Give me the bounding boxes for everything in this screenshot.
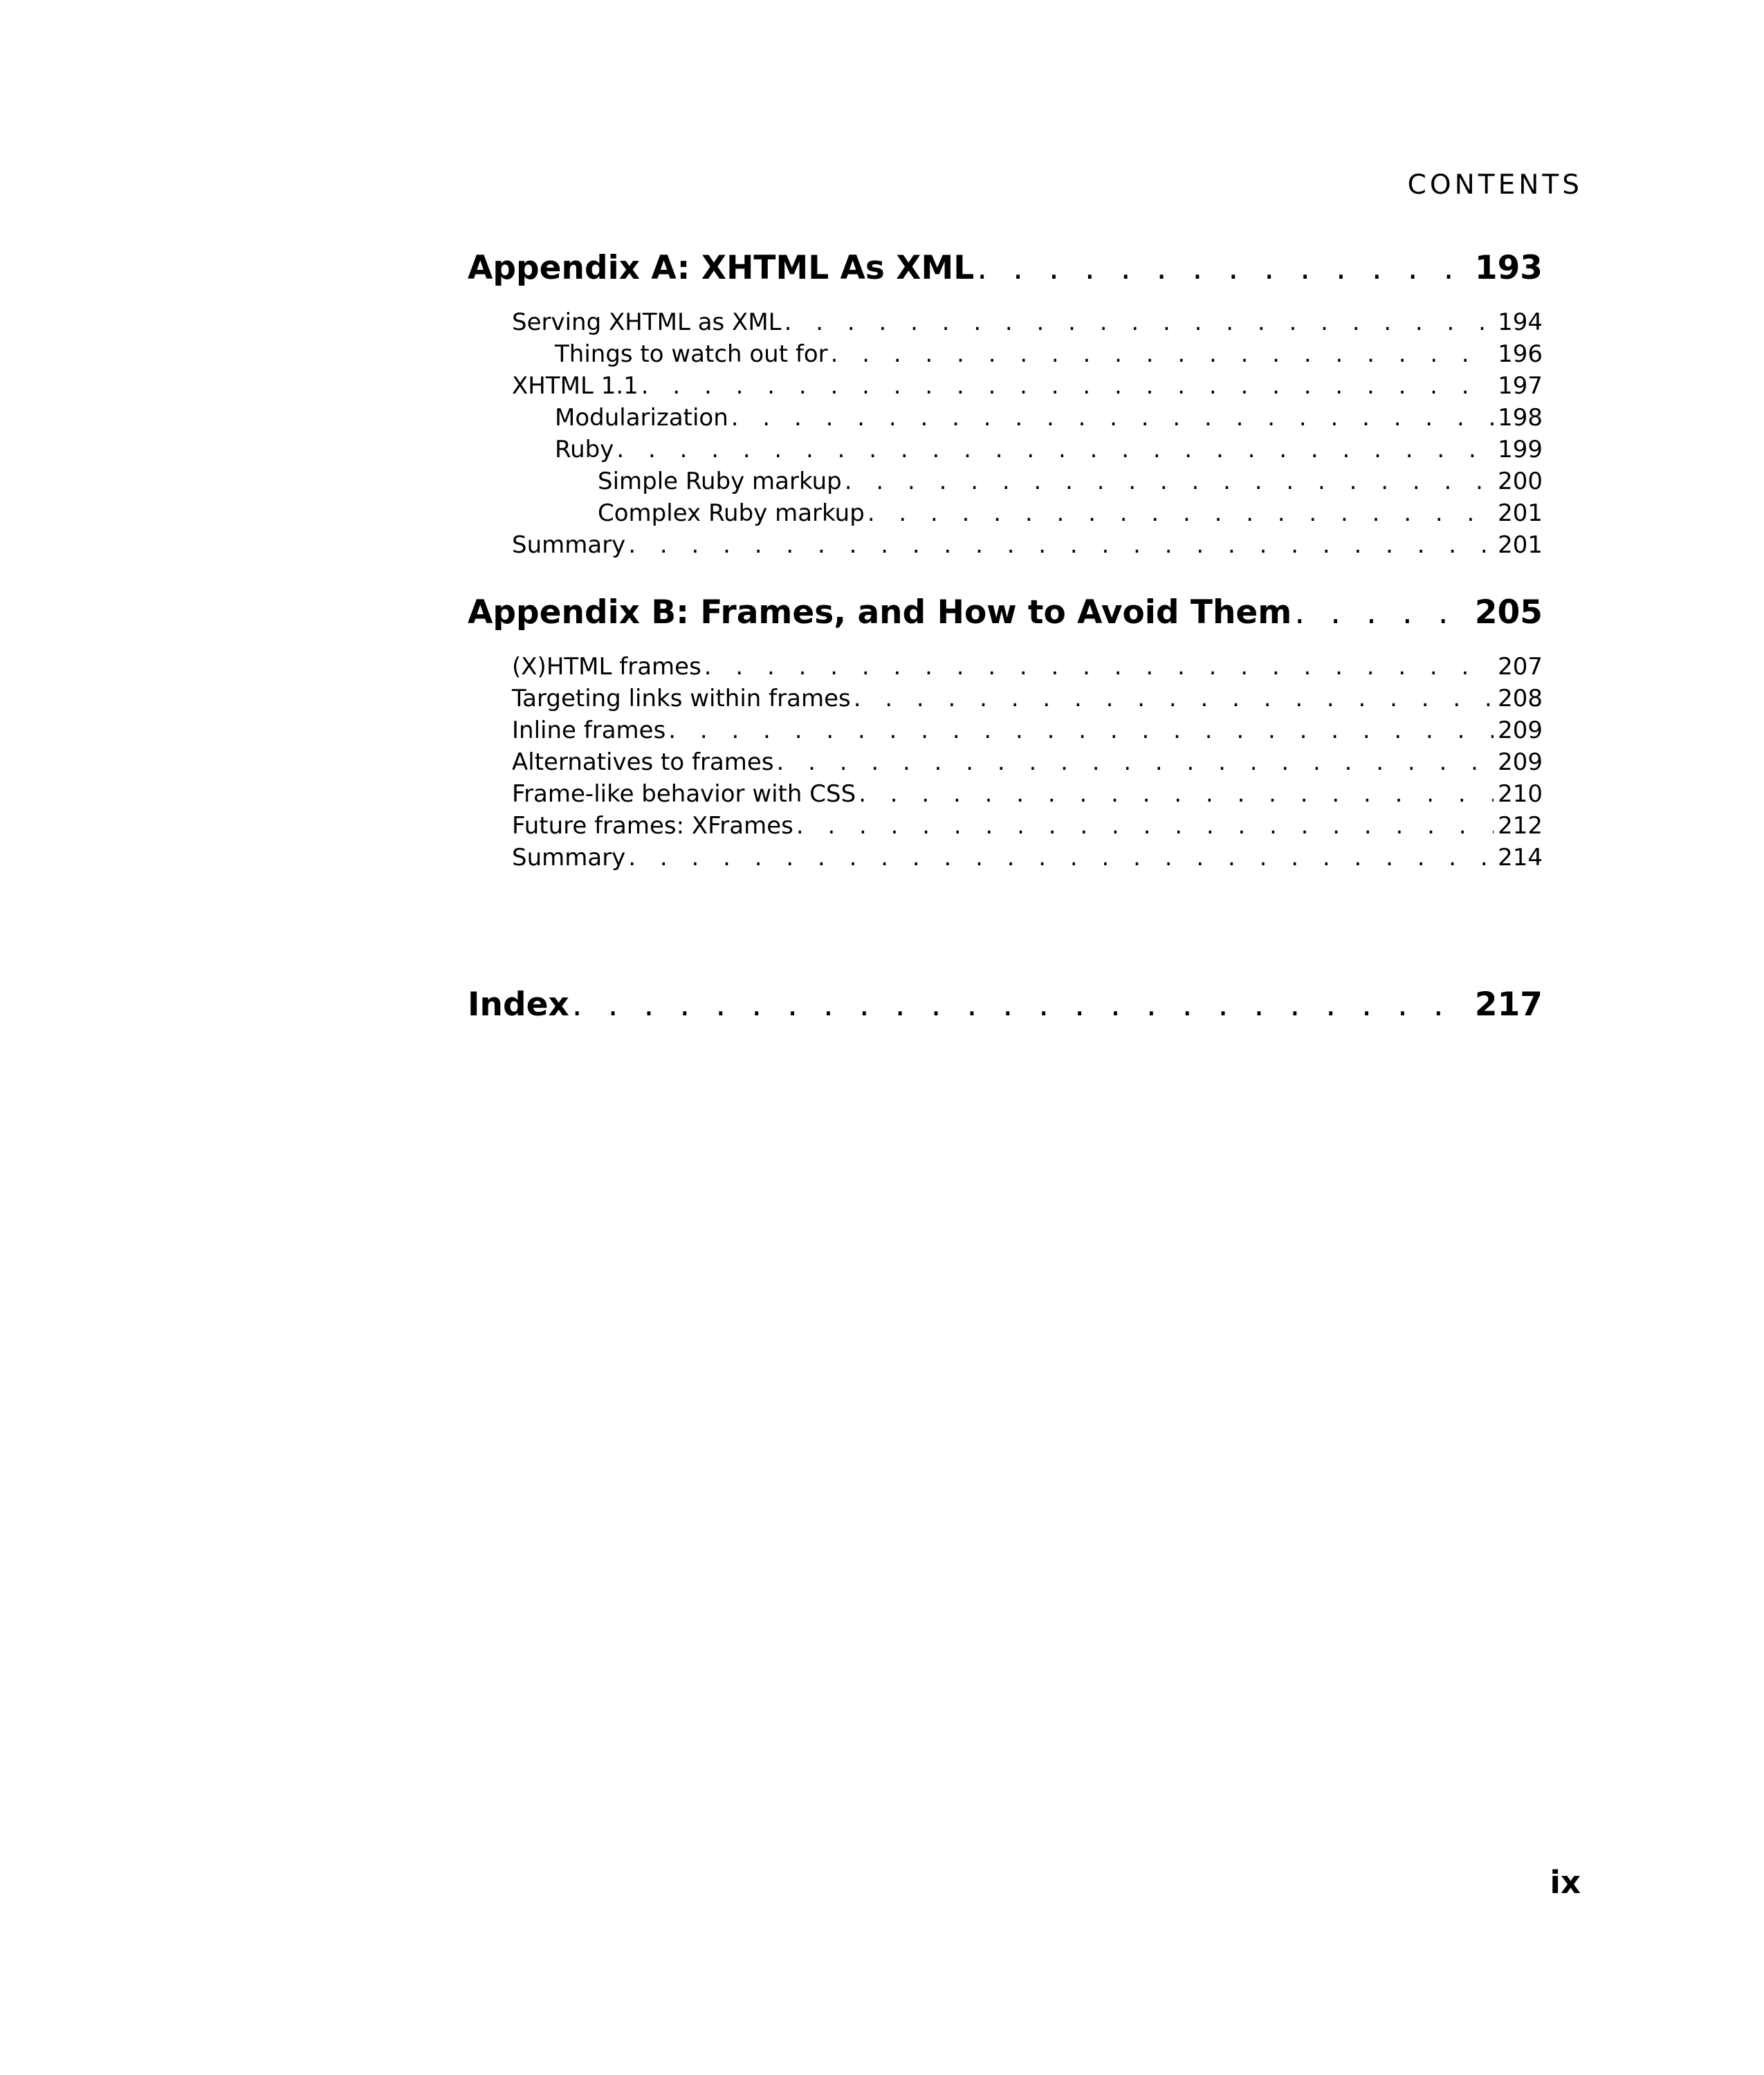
toc-entry[interactable] — [468, 780, 1543, 812]
entry-page: 214 — [1498, 844, 1543, 872]
chapter-entry[interactable] — [468, 249, 1543, 295]
toc-entry[interactable] — [468, 468, 1543, 499]
dot-leader — [845, 468, 1494, 495]
toc-entry[interactable] — [468, 812, 1543, 844]
dot-leader — [616, 436, 1494, 463]
dot-leader — [977, 249, 1471, 287]
toc-entry[interactable] — [468, 404, 1543, 436]
entry-title: Alternatives to frames — [512, 748, 774, 776]
dot-leader — [858, 780, 1494, 808]
entry-page: 198 — [1498, 404, 1543, 432]
toc-entry[interactable] — [468, 372, 1543, 404]
dot-leader — [867, 499, 1494, 527]
entry-title: Frame-like behavior with CSS — [512, 780, 856, 808]
page-number: ix — [1550, 1864, 1581, 1901]
entry-title: Simple Ruby markup — [598, 468, 842, 495]
chapter-page: 205 — [1474, 593, 1543, 631]
index-entry[interactable] — [468, 986, 1543, 1031]
toc-entry[interactable] — [468, 653, 1543, 685]
entry-page: 197 — [1498, 372, 1543, 400]
entry-page: 209 — [1498, 748, 1543, 776]
running-head: CONTENTS — [1407, 169, 1583, 201]
entry-title: Inline frames — [512, 717, 666, 744]
dot-leader — [572, 986, 1471, 1024]
entry-page: 201 — [1498, 531, 1543, 559]
dot-leader — [668, 717, 1494, 744]
dot-leader — [731, 404, 1494, 432]
entry-title: Future frames: XFrames — [512, 812, 793, 840]
dot-leader — [796, 812, 1494, 840]
entry-page: 207 — [1498, 653, 1543, 681]
toc-entry[interactable] — [468, 685, 1543, 717]
entry-title: Targeting links within frames — [512, 685, 851, 712]
entry-page: 210 — [1498, 780, 1543, 808]
index-title: Index — [468, 986, 569, 1024]
toc-appendix-a — [468, 249, 1543, 563]
dot-leader — [704, 653, 1494, 681]
toc-entry[interactable] — [468, 531, 1543, 563]
toc-entry[interactable] — [468, 844, 1543, 876]
entry-page: 209 — [1498, 717, 1543, 744]
dot-leader — [784, 308, 1494, 336]
toc-entry[interactable] — [468, 340, 1543, 372]
entry-page: 201 — [1498, 499, 1543, 527]
dot-leader — [831, 340, 1494, 368]
toc-entry[interactable] — [468, 436, 1543, 468]
entry-title: Things to watch out for — [555, 340, 828, 368]
toc-entry[interactable] — [468, 748, 1543, 780]
entry-title: (X)HTML frames — [512, 653, 701, 681]
entry-page: 196 — [1498, 340, 1543, 368]
chapter-page: 193 — [1474, 249, 1543, 287]
toc-entry[interactable] — [468, 717, 1543, 748]
toc-index — [468, 986, 1543, 1045]
entry-page: 212 — [1498, 812, 1543, 840]
index-page: 217 — [1474, 986, 1543, 1024]
entry-title: Summary — [512, 844, 626, 872]
chapter-title: Appendix A: XHTML As XML — [468, 249, 975, 287]
entry-title: Ruby — [555, 436, 614, 463]
entry-page: 208 — [1498, 685, 1543, 712]
dot-leader — [854, 685, 1494, 712]
toc-appendix-b — [468, 593, 1543, 876]
dot-leader — [777, 748, 1494, 776]
toc-entry[interactable] — [468, 308, 1543, 340]
entry-page: 200 — [1498, 468, 1543, 495]
toc-entry[interactable] — [468, 499, 1543, 531]
entry-title: Summary — [512, 531, 626, 559]
chapter-entry[interactable] — [468, 593, 1543, 639]
entry-title: Complex Ruby markup — [598, 499, 865, 527]
dot-leader — [628, 531, 1494, 559]
dot-leader — [641, 372, 1494, 400]
entry-title: Serving XHTML as XML — [512, 308, 782, 336]
entry-title: Modularization — [555, 404, 728, 432]
entry-page: 194 — [1498, 308, 1543, 336]
dot-leader — [628, 844, 1494, 872]
dot-leader — [1294, 593, 1471, 631]
entry-title: XHTML 1.1 — [512, 372, 638, 400]
chapter-title: Appendix B: Frames, and How to Avoid Them — [468, 593, 1292, 631]
entry-page: 199 — [1498, 436, 1543, 463]
